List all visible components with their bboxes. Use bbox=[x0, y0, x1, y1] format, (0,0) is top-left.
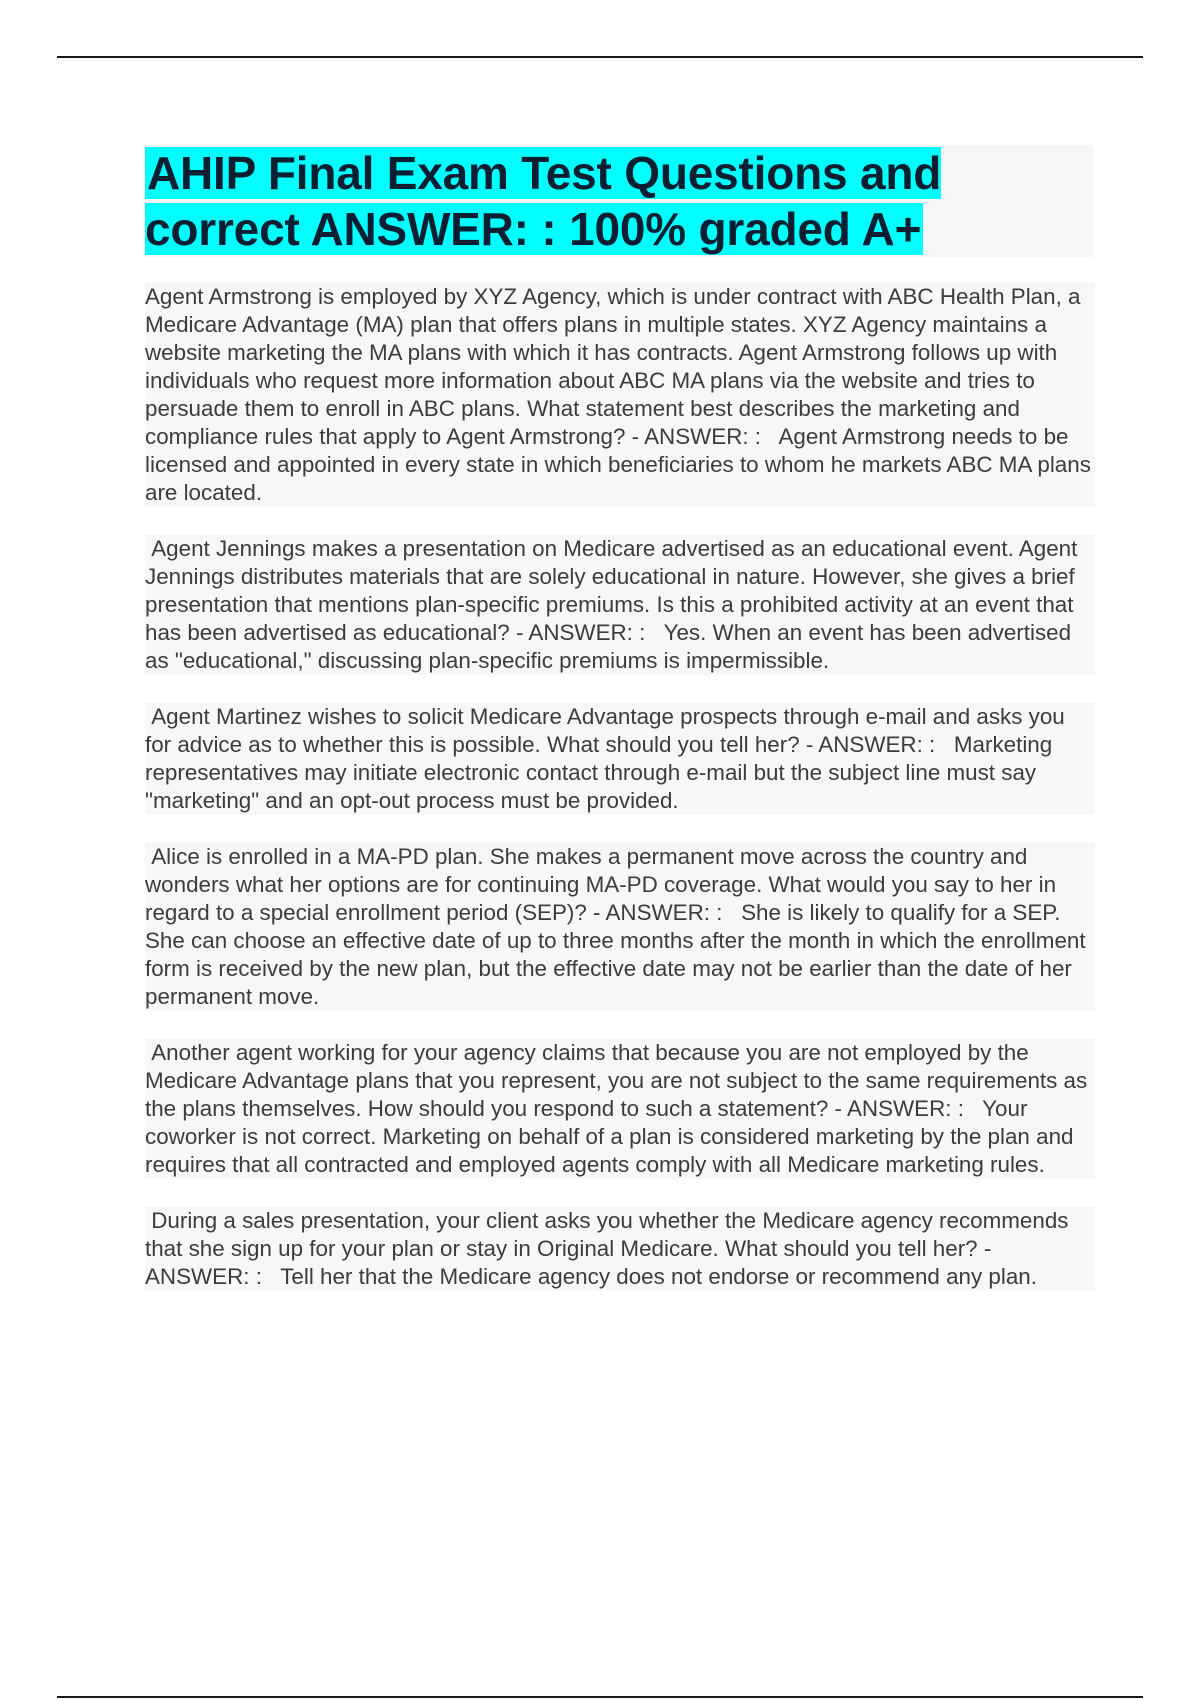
qa-item: Agent Martinez wishes to solicit Medicare Advantage prospects through e-mail and asks you for advice as to whether this is possible. What should you tell her? - ANSWER: : Marketing representatives may initiate electronic contact through e-mail but the subject line must say "marketing" and an opt-out process must be provided. bbox=[145, 703, 1095, 815]
qa-item: During a sales presentation, your client asks you whether the Medicare agency recommends that she sign up for your plan or stay in Original Medicare. What should you tell her? - ANSWER: : Tell her that the Medicare agency does not endorse or recommend any plan. bbox=[145, 1207, 1095, 1291]
qa-list bbox=[145, 283, 1098, 1319]
qa-item: Another agent working for your agency claims that because you are not employed by the Medicare Advantage plans that you represent, you are not subject to the same requirements as the plans themselves. How should you respond to such a statement? - ANSWER: : Your coworker is not correct. Marketing on behalf of a plan is considered marketing by the plan and requires that all contracted and employed agents comply with all Medicare marketing rules. bbox=[145, 1040, 1094, 1177]
top-rule bbox=[57, 56, 1143, 58]
qa-item: Agent Armstrong is employed by XYZ Agency, which is under contract with ABC Health Plan, a Medicare Advantage (MA) plan that offers plans in multiple states. XYZ Agency maintains a website marketing the MA plans with which it has contracts. Agent Armstrong follows up with individuals who request more information about ABC MA plans via the website and tries to persuade them to enroll in ABC plans. What statement best describes the marketing and compliance rules that apply to Agent Armstrong? - ANSWER: : Agent Armstrong needs to be licensed and appointed in every state in which beneficiaries to whom he markets ABC MA plans are located. bbox=[145, 284, 1098, 505]
title-block bbox=[145, 145, 1093, 257]
qa-item: Alice is enrolled in a MA-PD plan. She makes a permanent move across the country and wonders what her options are for continuing MA-PD coverage. What would you say to her in regard to a special enrollment period (SEP)? - ANSWER: : She is likely to qualify for a SEP. She can choose an effective date of up to three months after the month in which the enrollment form is received by the new plan, but the effective date may not be earlier than the date of her permanent move. bbox=[145, 843, 1095, 1011]
qa-item: Agent Jennings makes a presentation on Medicare advertised as an educational event. Agent Jennings distributes materials that are solely educational in nature. However, she gives a brief presentation that mentions plan-specific premiums. Is this a prohibited activity at an event that has been advertised as educational? - ANSWER: : Yes. When an event has been advertised as "educational," discussing plan-specific premiums is impermissible. bbox=[145, 535, 1095, 675]
page-title bbox=[145, 145, 1093, 257]
bottom-rule bbox=[57, 1696, 1143, 1698]
title-highlight: AHIP Final Exam Test Questions and correct ANSWER: : 100% graded A+ bbox=[145, 147, 942, 255]
